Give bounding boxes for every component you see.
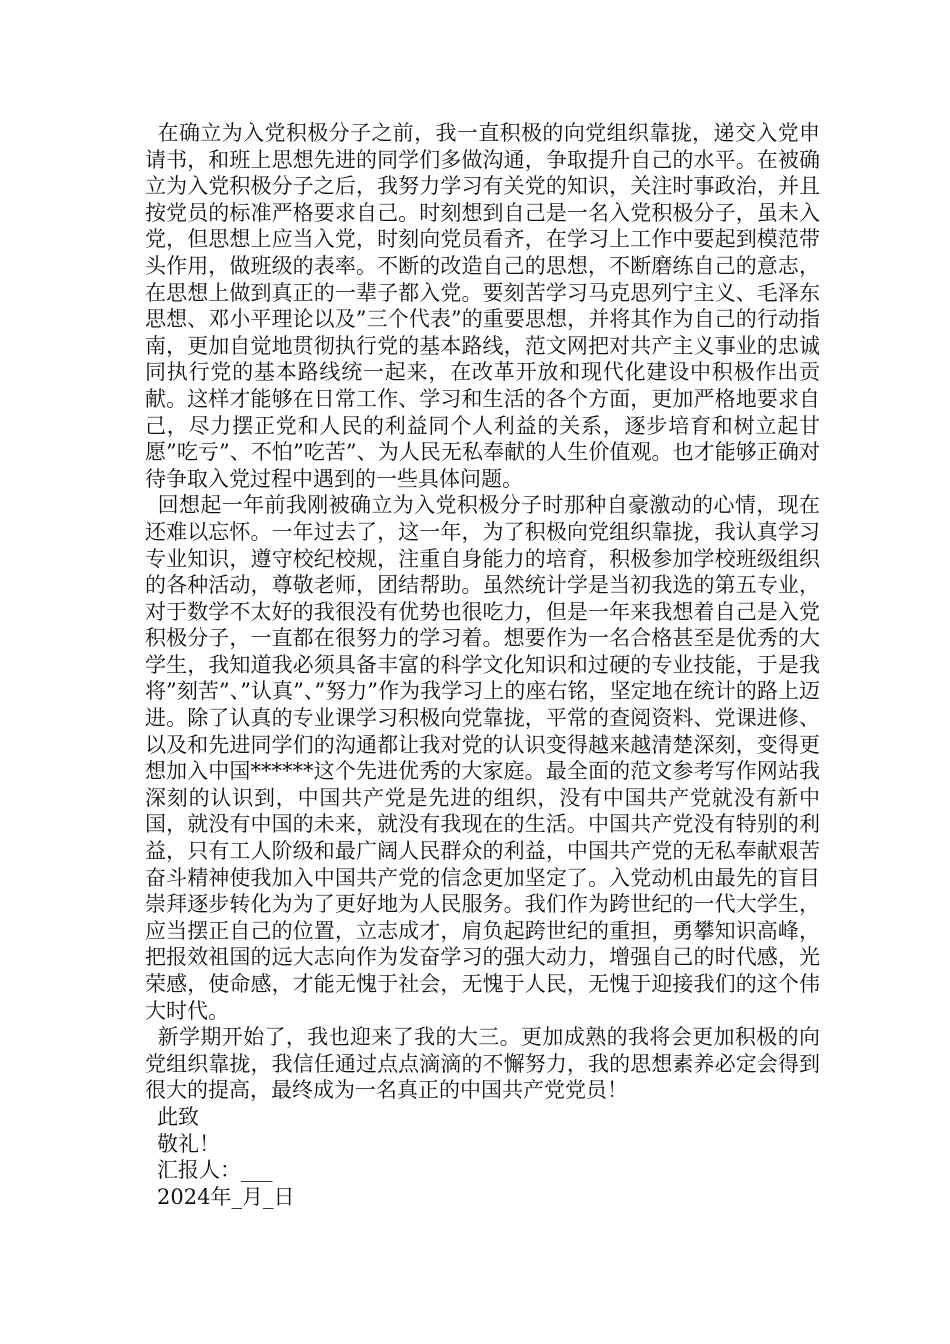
paragraph-3: 新学期开始了，我也迎来了我的大三。更加成熟的我将会更加积极的向党组织靠拢，我信任通过点点滴滴的不懈努力，我的思想素养必定会得到很大的提高，最终成为一名真正的中国共产党党员！ <box>145 1025 820 1103</box>
report-date: 2024年_月_日 <box>157 1184 295 1209</box>
document-body <box>145 120 820 1210</box>
closing-regards: 敬礼！ <box>157 1131 220 1156</box>
paragraph-1: 在确立为入党积极分子之前，我一直积极的向党组织靠拢，递交入党申请书，和班上思想先进的同学们多做沟通，争取提升自己的水平。在被确立为入党积极分子之后，我努力学习有关党的知识，关注时事政治，并且按党员的标准严格要求自己。时刻想到自己是一名入党积极分子，虽未入党，但思想上应当入党，时刻向党员看齐，在学习上工作中要起到模范带头作用，做班级的表率。不断的改造自己的思想，不断磨练自己的意志，在思想上做到真正的一辈子都入党。要刻苦学习马克思列宁主义、毛泽东思想、邓小平理论以及”三个代表”的重要思想，并将其作为自己的行动指南，更加自觉地贯彻执行党的基本路线，范文网把对共产主义事业的忠诚同执行党的基本路线统一起来，在改革开放和现代化建设中积极作出贡献。这样才能够在日常工作、学习和生活的各个方面，更加严格地要求自己，尽力摆正党和人民的利益同个人利益的关系，逐步培育和树立起甘愿”吃亏”、不怕”吃苦”、为人民无私奉献的人生价值观。也才能够正确对待争取入党过程中遇到的一些具体问题。 <box>145 121 820 491</box>
closing-salutation: 此致 <box>157 1104 199 1129</box>
reporter-signature: 汇报人：___ <box>157 1158 273 1183</box>
paragraph-2: 回想起一年前我刚被确立为入党积极分子时那种自豪激动的心情，现在还难以忘怀。一年过去了，这一年，为了积极向党组织靠拢，我认真学习专业知识，遵守校纪校规，注重自身能力的培育，积极参加学校班级组织的各种活动，尊敬老师，团结帮助。虽然统计学是当初我选的第五专业，对于数学不太好的我很没有优势也很吃力，但是一年来我想着自己是入党积极分子，一直都在很努力的学习着。想要作为一名合格甚至是优秀的大学生，我知道我必须具备丰富的科学文化知识和过硬的专业技能，于是我将”刻苦”、”认真”、”努力”作为我学习上的座右铭，坚定地在统计的路上迈进。除了认真的专业课学习积极向党靠拢，平常的查阅资料、党课进修、以及和先进同学们的沟通都让我对党的认识变得越来越清楚深刻，变得更想加入中国******这个先进优秀的大家庭。最全面的范文参考写作网站我深刻的认识到，中国共产党是先进的组织，没有中国共产党就没有新中国，就没有中国的未来，就没有我现在的生活。中国共产党没有特别的利益，只有工人阶级和最广阔人民群众的利益，中国共产党的无私奉献艰苦奋斗精神使我加入中国共产党的信念更加坚定了。入党动机由最先的盲目崇拜逐步转化为为了更好地为人民服务。我们作为跨世纪的一代大学生，应当摆正自己的位置，立志成才，肩负起跨世纪的重担，勇攀知识高峰，把报效祖国的远大志向作为发奋学习的强大动力，增强自己的时代感，光荣感，使命感，才能无愧于社会，无愧于人民，无愧于迎接我们的这个伟大时代。 <box>145 493 820 1023</box>
